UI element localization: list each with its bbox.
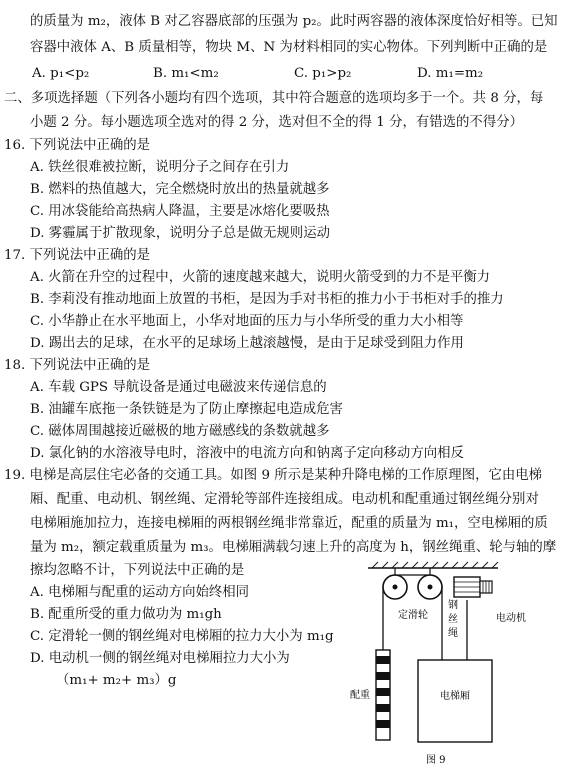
q18-option-b: B. 油罐车底拖一条铁链是为了防止摩擦起电造成危害 [30,402,343,417]
q19-stem-line-1: 19. 电梯是高层住宅必备的交通工具。如图 9 所示是某种升降电梯的工作原理图，它由电梯 [4,468,543,483]
q18-stem: 18. 下列说法中正确的是 [4,358,151,373]
counterweight-label: 配重 [350,690,370,701]
option-c: C. p₁>p₂ [294,66,352,81]
q17-option-b: B. 李莉没有推动地面上放置的书柜，是因为手对书柜的推力小于书柜对手的推力 [30,292,504,307]
elevator-diagram [346,560,566,769]
option-a: A. p₁<p₂ [32,66,90,81]
q19-option-c: C. 定滑轮一侧的钢丝绳对电梯厢的拉力大小为 m₁g [30,629,334,644]
rope-label-3: 绳 [448,628,458,639]
q16-stem: 16. 下列说法中正确的是 [4,138,151,153]
ceiling-hatch [372,562,498,568]
q16-option-b: B. 燃料的热值越大，完全燃烧时放出的热量就越多 [30,182,330,197]
q19-stem-line-2: 厢、配重、电动机、钢丝绳、定滑轮等部件连接组成。电动机和配重通过钢丝绳分别对 [30,492,539,507]
q19-option-d-formula: （m₁+ m₂+ m₃）g [56,673,177,688]
q17-option-d: D. 踢出去的足球，在水平的足球场上越滚越慢，是由于足球受到阻力作用 [30,336,464,351]
q17-option-a: A. 火箭在升空的过程中，火箭的速度越来越大，说明火箭受到的力不是平衡力 [30,270,491,285]
figure-caption: 图 9 [426,755,446,766]
q19-option-a: A. 电梯厢与配重的运动方向始终相同 [30,585,250,600]
q16-option-d: D. 雾霾属于扩散现象，说明分子总是做无规则运动 [30,226,330,241]
motor-label: 电动机 [496,613,526,624]
q16-option-a: A. 铁丝很难被拉断，说明分子之间存在引力 [30,160,290,175]
pulley-label: 定滑轮 [398,610,428,621]
section-header-line-2: 小题 2 分。每小题选项全选对的得 2 分，选对但不全的得 1 分，有错选的不得分） [30,115,523,130]
intro-line-2: 容器中液体 A、B 质量相等，物块 M、N 为材料相同的实心物体。下列判断中正确的是 [30,40,548,55]
rope-label-2: 丝 [448,614,458,625]
q17-option-c: C. 小华静止在水平地面上，小华对地面的压力与小华所受的重力大小相等 [30,314,464,329]
q17-stem: 17. 下列说法中正确的是 [4,248,151,263]
q19-option-b: B. 配重所受的重力做功为 m₁gh [30,607,222,622]
q19-stem-line-3: 电梯厢施加拉力，连接电梯厢的两根钢丝绳非常靠近，配重的质量为 m₁，空电梯厢的质 [30,516,548,531]
q19-option-d: D. 电动机一侧的钢丝绳对电梯厢拉力大小为 [30,651,290,666]
option-d: D. m₁=m₂ [417,66,484,81]
q19-stem-line-4: 量为 m₂，额定载重质量为 m₃。电梯厢满载匀速上升的高度为 h，钢丝绳重、轮与轴的摩 [30,540,557,555]
counterweight-block [376,650,390,740]
car-label: 电梯厢 [440,691,470,702]
q18-option-c: C. 磁体周围越接近磁极的地方磁感线的条数就越多 [30,424,330,439]
q18-option-d: D. 氯化钠的水溶液导电时，溶液中的电流方向和钠离子定向移动方向相反 [30,446,464,461]
q19-stem-line-5: 擦均忽略不计，下列说法中正确的是 [30,563,245,578]
option-b: B. m₁<m₂ [153,66,219,81]
q18-option-a: A. 车载 GPS 导航设备是通过电磁波来传递信息的 [30,380,327,395]
q16-option-c: C. 用冰袋能给高热病人降温，主要是冰熔化要吸热 [30,204,330,219]
intro-line-1: 的质量为 m₂，液体 B 对乙容器底部的压强为 p₂。此时两容器的液体深度恰好相等。已知 [30,14,558,29]
rope-label-1: 钢 [448,600,458,611]
section-header-line-1: 二、多项选择题（下列各小题均有四个选项，其中符合题意的选项均多于一个。共 8 分，每 [4,91,544,106]
motor [454,577,492,597]
